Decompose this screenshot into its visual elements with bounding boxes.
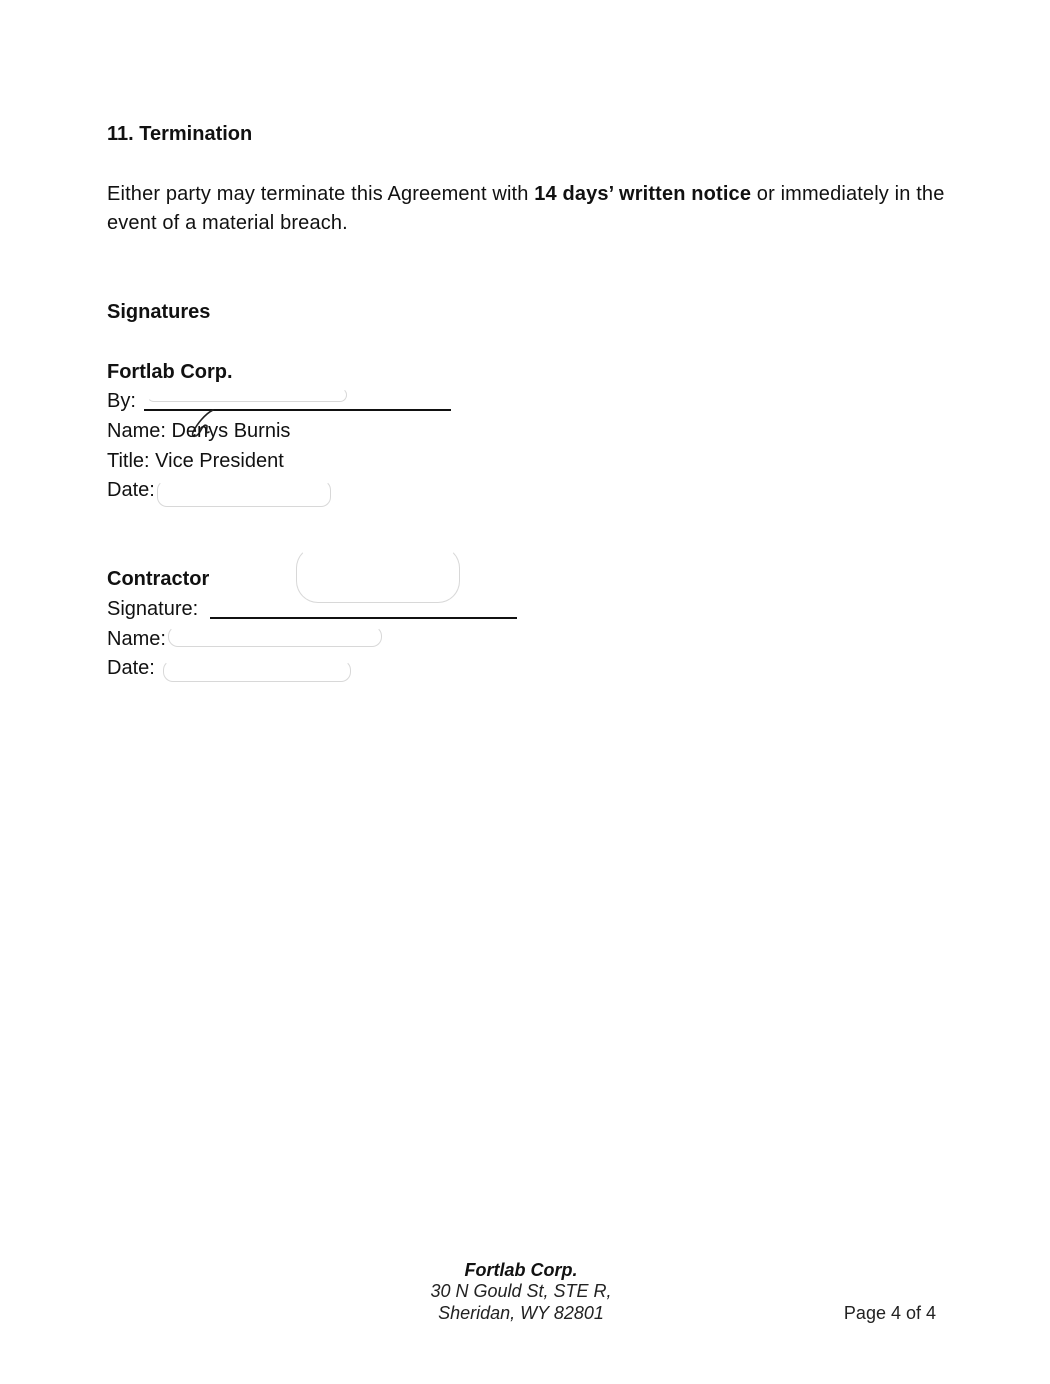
title-label: Title: <box>107 450 150 472</box>
paragraph-text-start: Either party may terminate this Agreement with <box>107 183 535 205</box>
paragraph-text-end: or immediately in the event of a material breach. <box>107 183 945 234</box>
contractor-heading: Contractor <box>107 568 210 590</box>
section-heading: 11. Termination <box>107 123 253 145</box>
redaction-mark <box>147 388 347 402</box>
date-label: Date: <box>107 479 155 501</box>
termination-paragraph <box>107 180 947 238</box>
page-number: Page 4 of 4 <box>843 1303 936 1323</box>
signature-label: Signature: <box>107 598 199 620</box>
name-value: Denys Burnis <box>171 420 291 442</box>
contractor-date-redaction <box>163 660 351 682</box>
contractor-date-label: Date: <box>107 657 155 679</box>
name-label: Name: <box>107 420 166 442</box>
paragraph-text-bold: 14 days’ written notice <box>534 183 752 205</box>
company-title-row <box>107 449 284 473</box>
footer-address-line1: 30 N Gould St, STE R, <box>430 1281 612 1301</box>
company-name-row <box>107 419 290 443</box>
signatures-heading: Signatures <box>107 301 211 323</box>
contractor-signature-line <box>210 617 517 619</box>
title-value: Vice President <box>155 450 284 472</box>
footer-address-line2: Sheridan, WY 82801 <box>438 1303 604 1323</box>
by-label: By: <box>107 390 136 412</box>
contractor-name-label: Name: <box>107 628 166 650</box>
footer-company: Fortlab Corp. <box>464 1260 578 1280</box>
date-redaction <box>157 480 331 507</box>
contractor-redaction <box>296 546 460 603</box>
name-redaction <box>168 626 382 647</box>
company-name: Fortlab Corp. <box>107 361 233 383</box>
